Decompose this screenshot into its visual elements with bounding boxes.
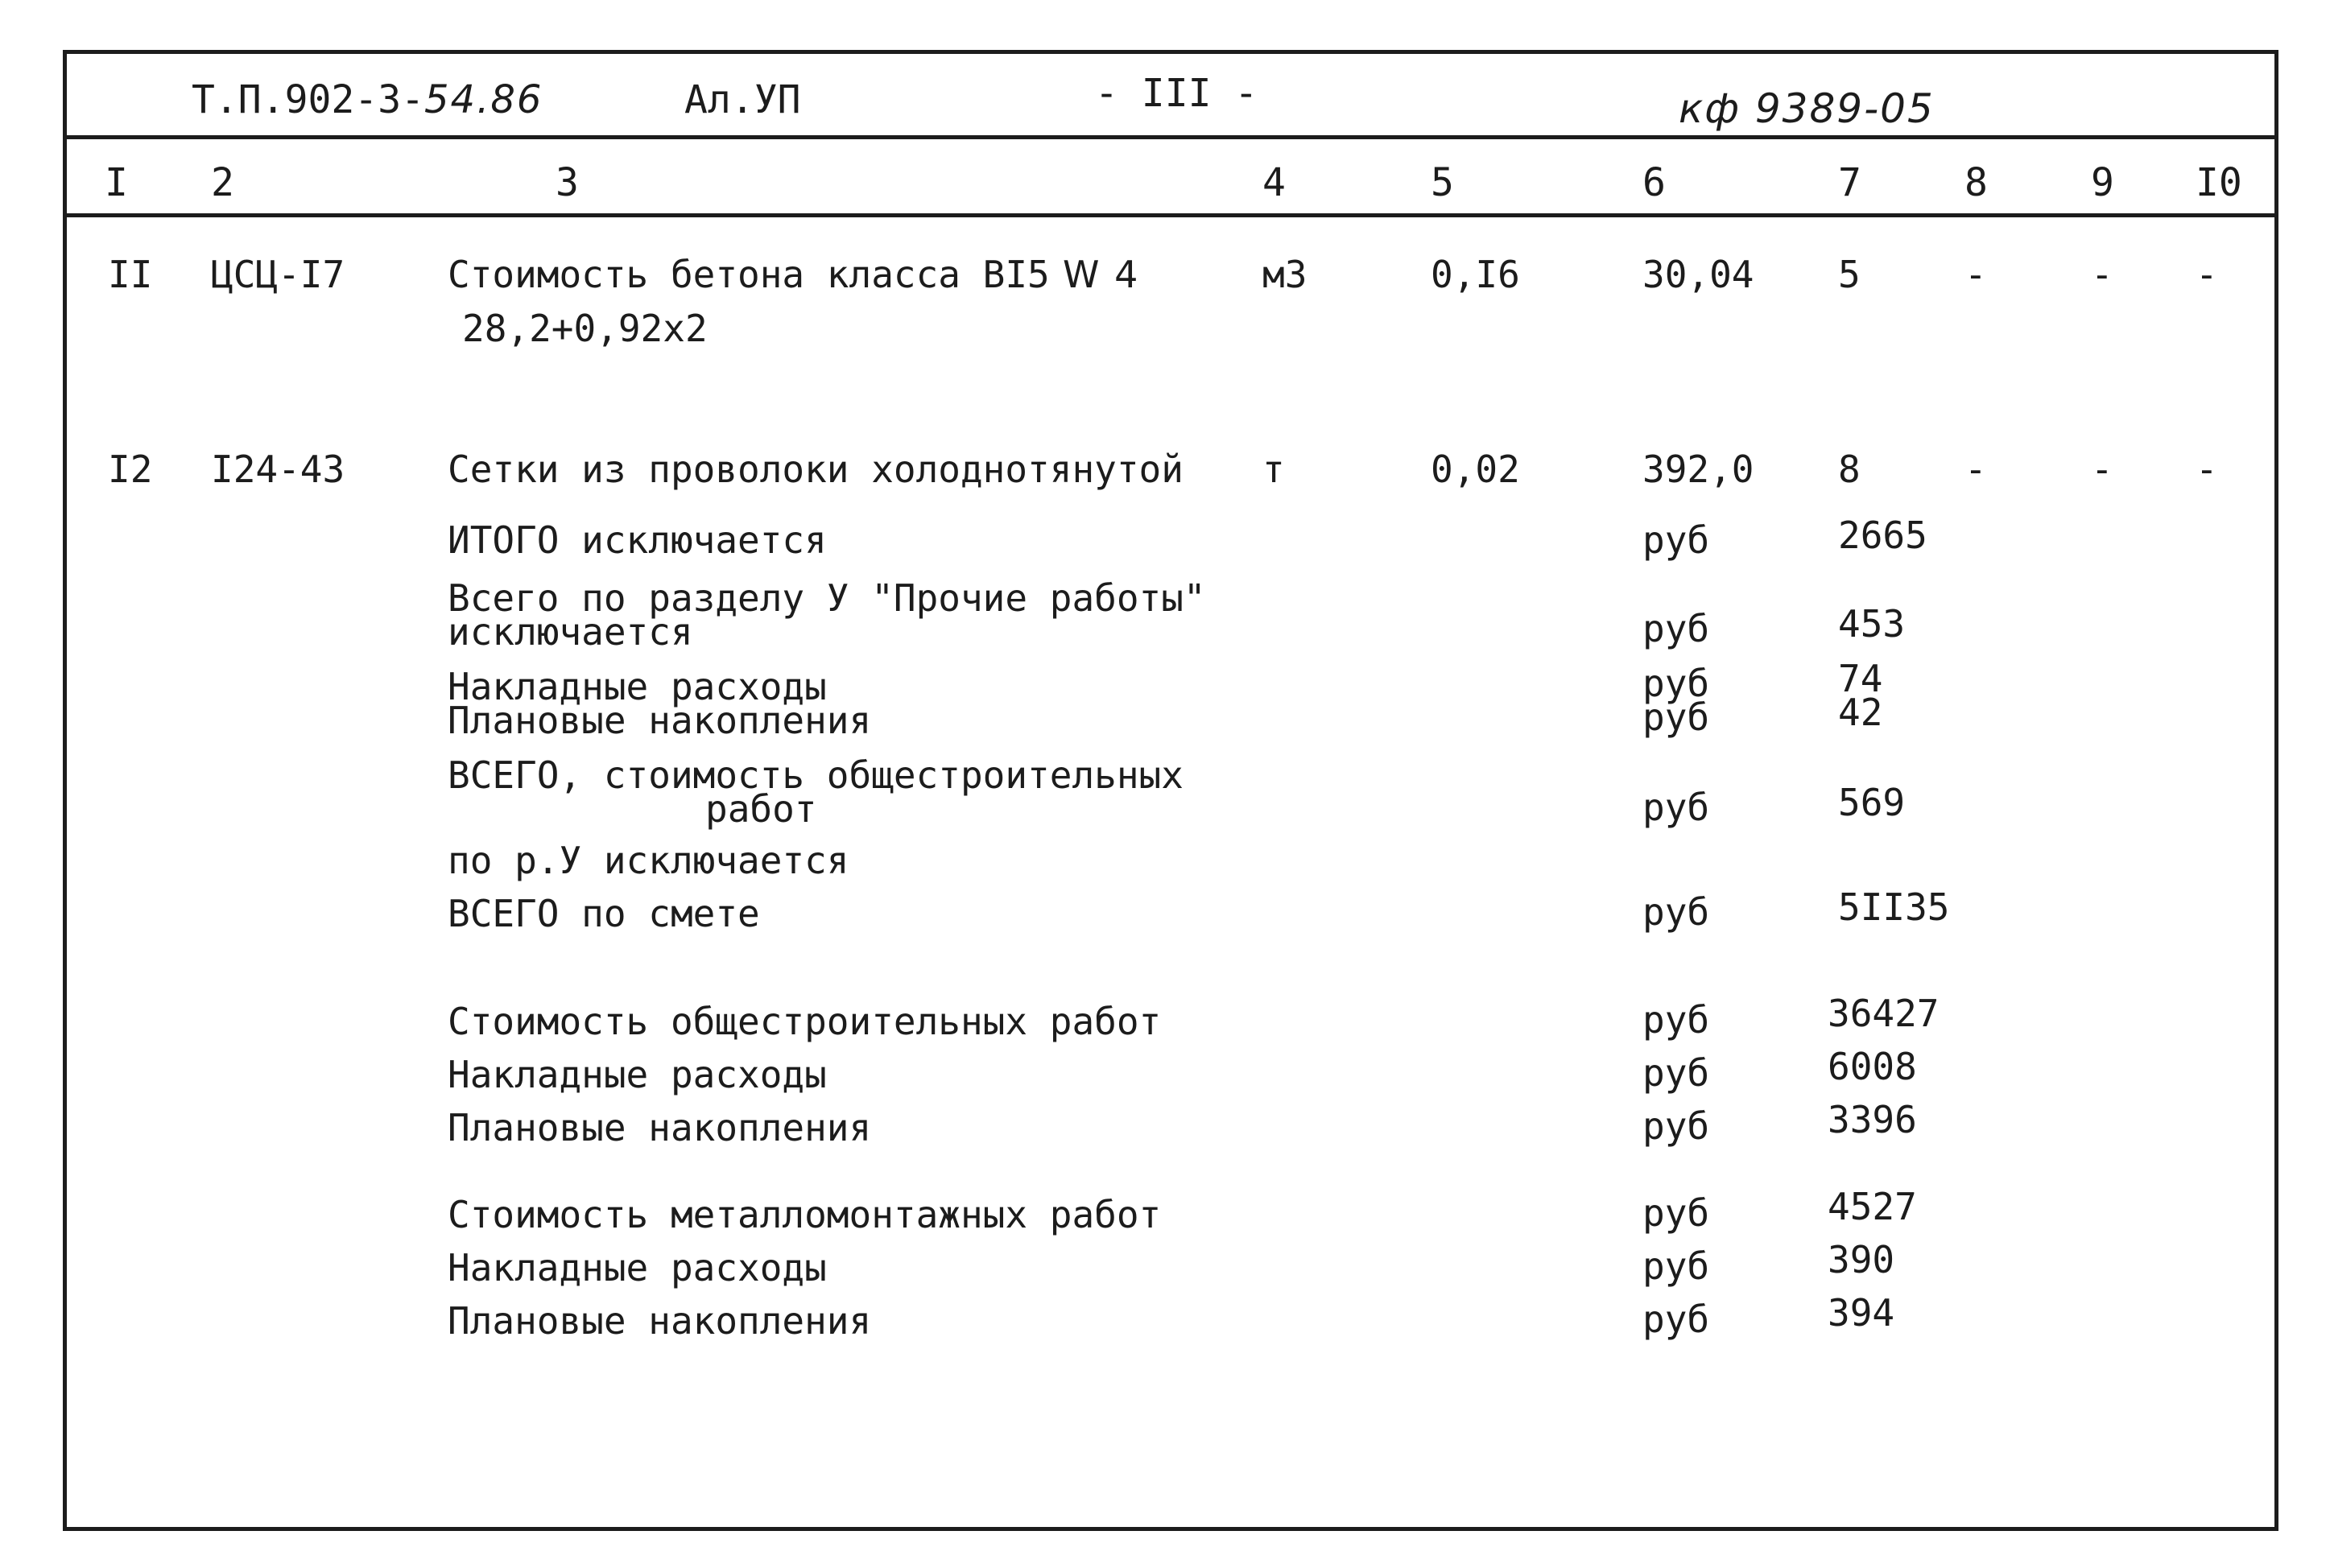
column-header-1: I: [105, 160, 128, 205]
summary-savings-1-unit: руб: [1642, 695, 1710, 739]
column-header-6: 6: [1642, 160, 1666, 205]
row-12-col8: -: [1964, 448, 1987, 491]
summary-section-v-label-line2: исключается: [448, 610, 693, 654]
summary-savings-3-label: Плановые накопления: [448, 1299, 872, 1343]
summary-overhead-3-label: Накладные расходы: [448, 1246, 827, 1289]
summary-total-excluded-unit: руб: [1642, 518, 1710, 562]
doc-code-printed: Т.П.902-3-: [192, 77, 424, 122]
summary-section-v-value: 453: [1838, 602, 1906, 646]
summary-metal-works-label: Стоимость металломонтажных работ: [448, 1193, 1162, 1236]
summary-overhead-1-label: Накладные расходы: [448, 665, 827, 708]
row-12-code: I24-43: [211, 448, 345, 491]
row-11-unit-price: 30,04: [1642, 253, 1754, 296]
row-12-unit: т: [1262, 448, 1285, 491]
row-11-name: Стоимость бетона класса BI5: [448, 253, 1050, 296]
summary-general-cost-unit: руб: [1642, 998, 1710, 1042]
row-11-quantity: 0,I6: [1431, 253, 1520, 296]
summary-estimate-total-unit: руб: [1642, 890, 1710, 934]
summary-savings-3-unit: руб: [1642, 1298, 1710, 1341]
summary-metal-works-value: 4527: [1828, 1185, 1917, 1228]
inventory-number: кф 9389-05: [1679, 85, 1935, 132]
column-header-3: 3: [556, 160, 579, 205]
summary-section-v-unit: руб: [1642, 607, 1710, 650]
summary-general-cost-value: 36427: [1828, 992, 1940, 1035]
page-number: - III -: [1095, 71, 1258, 116]
row-12-name: Сетки из проволоки холоднотянутой: [448, 448, 1184, 491]
summary-savings-2-label: Плановые накопления: [448, 1106, 872, 1149]
summary-savings-2-unit: руб: [1642, 1104, 1710, 1148]
summary-section-v-label-line1: Всего по разделу У "Прочие работы": [448, 576, 1206, 620]
summary-overhead-2-label: Накладные расходы: [448, 1053, 827, 1096]
summary-savings-2-value: 3396: [1828, 1098, 1917, 1141]
album-label: Ал.УП: [684, 77, 801, 122]
doc-code: [192, 77, 543, 122]
summary-metal-works-unit: руб: [1642, 1191, 1710, 1235]
summary-general-works-label-line1: ВСЕГО, стоимость общестроительных: [448, 753, 1184, 797]
column-header-divider: [63, 213, 2278, 217]
summary-general-cost-label: Стоимость общестроительных работ: [448, 1000, 1162, 1043]
summary-overhead-2-value: 6008: [1828, 1045, 1917, 1088]
summary-savings-1-label: Плановые накопления: [448, 699, 872, 742]
header-divider: [63, 135, 2278, 139]
row-12-total: 8: [1838, 448, 1861, 491]
row-11-col9: -: [2091, 253, 2113, 296]
row-11-col8: -: [1964, 253, 1987, 296]
row-12-unit-price: 392,0: [1642, 448, 1754, 491]
summary-overhead-3-value: 390: [1828, 1238, 1895, 1281]
row-11-col10: -: [2196, 253, 2218, 296]
summary-general-works-value: 569: [1838, 781, 1906, 824]
row-11-formula: 28,2+0,92x2: [462, 307, 708, 350]
row-11-total: 5: [1838, 253, 1861, 296]
summary-overhead-1-value: 74: [1838, 657, 1883, 700]
row-11-unit: м3: [1262, 253, 1308, 296]
column-header-4: 4: [1262, 160, 1286, 205]
row-12-quantity: 0,02: [1431, 448, 1520, 491]
summary-general-works-label-line2: работ: [705, 787, 817, 831]
summary-estimate-total-label: ВСЕГО по смете: [448, 892, 760, 935]
column-header-5: 5: [1431, 160, 1454, 205]
summary-savings-3-value: 394: [1828, 1291, 1895, 1335]
summary-savings-1-value: 42: [1838, 691, 1883, 734]
column-header-9: 9: [2091, 160, 2114, 205]
column-header-7: 7: [1838, 160, 1861, 205]
summary-overhead-1-unit: руб: [1642, 662, 1710, 705]
column-header-10: I0: [2196, 160, 2242, 205]
row-11-code: ЦСЦ-I7: [211, 253, 345, 296]
row-12-col9: -: [2091, 448, 2113, 491]
summary-total-excluded-value: 2665: [1838, 514, 1927, 557]
doc-code-handwritten: 54.86: [423, 77, 543, 122]
summary-general-works-unit: руб: [1642, 786, 1710, 829]
row-12-col10: -: [2196, 448, 2218, 491]
summary-estimate-total-value: 5II35: [1838, 885, 1950, 929]
column-header-8: 8: [1964, 160, 1988, 205]
summary-total-excluded-label: ИТОГО исключается: [448, 518, 827, 562]
row-11-number: II: [108, 253, 153, 296]
row-12-number: I2: [108, 448, 153, 491]
summary-excluded-section-label: по р.У исключается: [448, 839, 849, 882]
summary-overhead-2-unit: руб: [1642, 1051, 1710, 1095]
row-11-mark: W 4: [1063, 253, 1140, 296]
summary-overhead-3-unit: руб: [1642, 1244, 1710, 1288]
column-header-2: 2: [211, 160, 234, 205]
